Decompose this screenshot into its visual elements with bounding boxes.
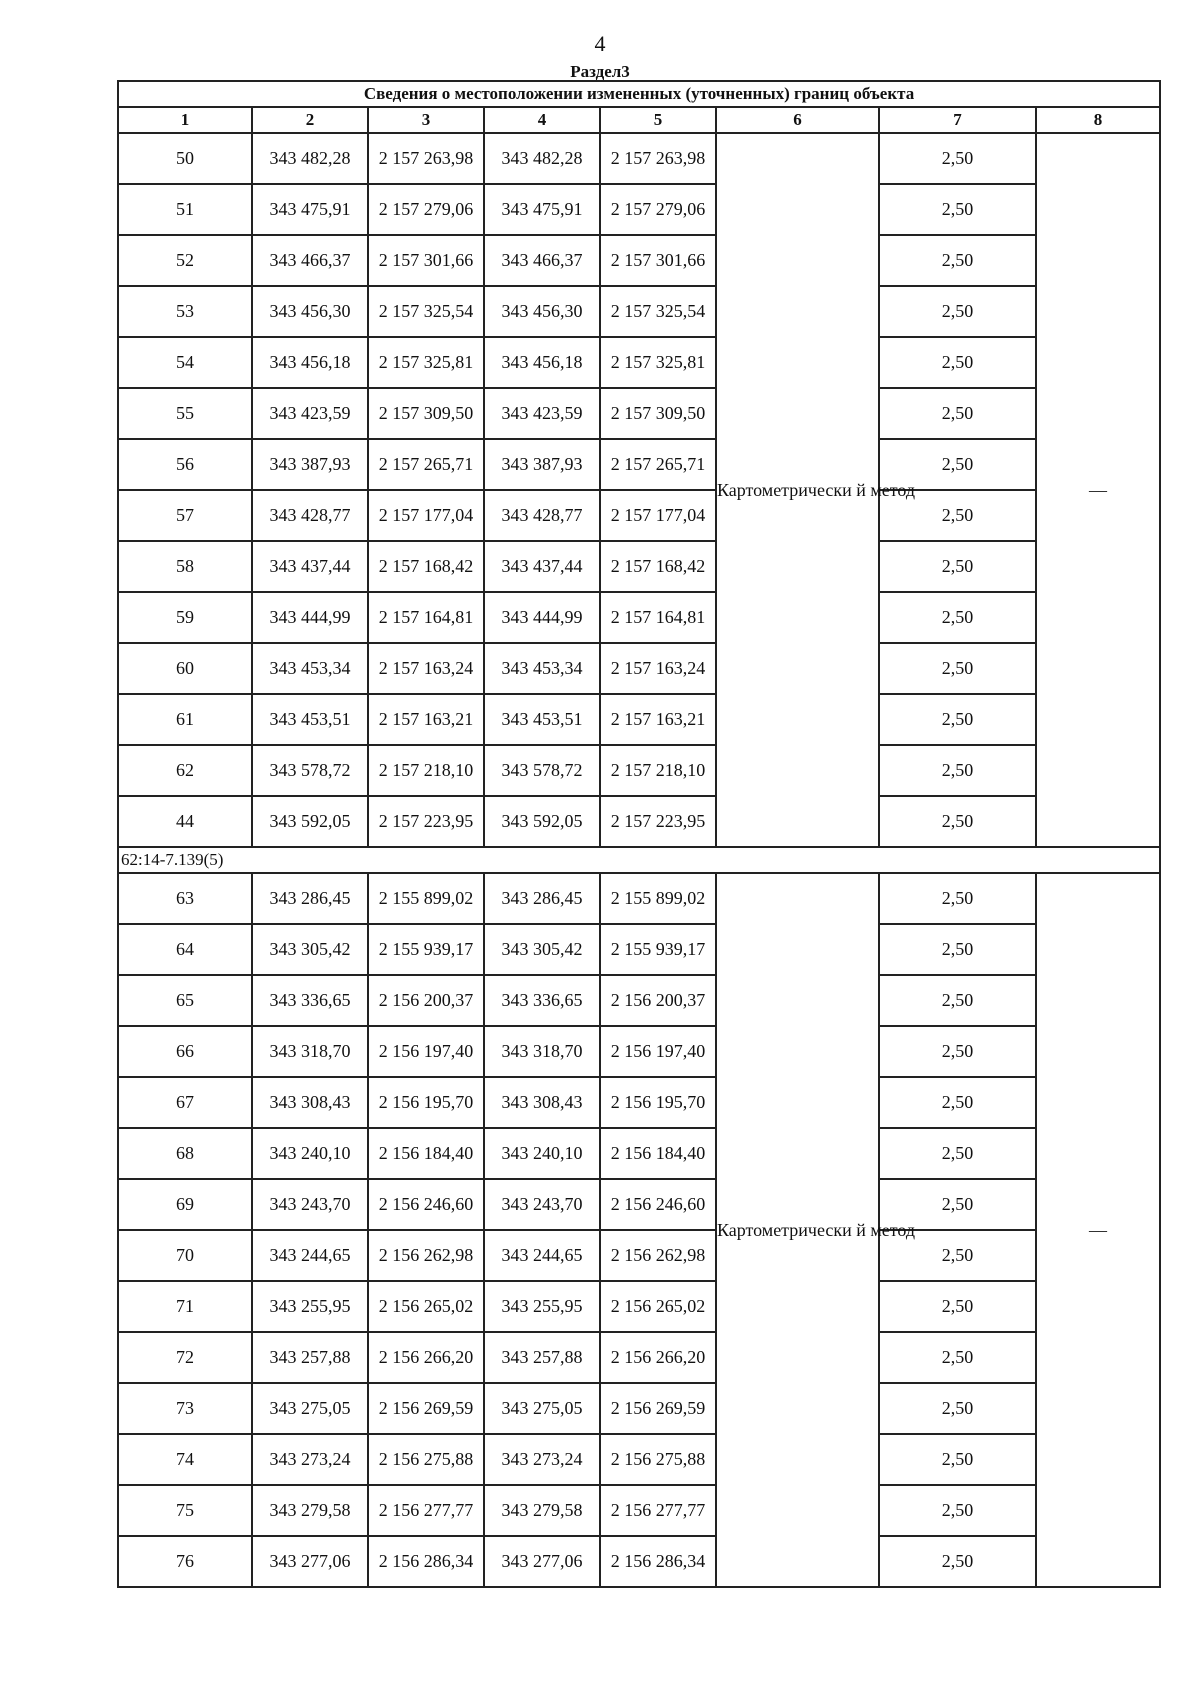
y-old-cell: 2 156 286,34: [368, 1536, 484, 1587]
x-old-cell: 343 437,44: [252, 541, 368, 592]
x-old-cell: 343 275,05: [252, 1383, 368, 1434]
point-number-cell: 59: [118, 592, 252, 643]
y-old-cell: 2 157 223,95: [368, 796, 484, 847]
section-label: Раздел3: [570, 62, 630, 81]
x-old-cell: 343 277,06: [252, 1536, 368, 1587]
point-number-cell: 53: [118, 286, 252, 337]
x-new-cell: 343 578,72: [484, 745, 600, 796]
x-new-cell: 343 308,43: [484, 1077, 600, 1128]
accuracy-cell: 2,50: [879, 1485, 1036, 1536]
y-new-cell: 2 157 163,24: [600, 643, 716, 694]
point-number-cell: 75: [118, 1485, 252, 1536]
accuracy-cell: 2,50: [879, 1434, 1036, 1485]
point-number-cell: 62: [118, 745, 252, 796]
x-new-cell: 343 318,70: [484, 1026, 600, 1077]
table-row: [118, 439, 1160, 490]
accuracy-cell: 2,50: [879, 1536, 1036, 1587]
x-old-cell: 343 423,59: [252, 388, 368, 439]
table-row: [118, 796, 1160, 847]
y-old-cell: 2 157 163,24: [368, 643, 484, 694]
accuracy-cell: 2,50: [879, 1230, 1036, 1281]
table-row: [118, 1536, 1160, 1587]
y-old-cell: 2 157 301,66: [368, 235, 484, 286]
table-row: [118, 490, 1160, 541]
x-new-cell: 343 475,91: [484, 184, 600, 235]
y-new-cell: 2 157 279,06: [600, 184, 716, 235]
x-new-cell: 343 456,18: [484, 337, 600, 388]
accuracy-cell: 2,50: [879, 184, 1036, 235]
y-old-cell: 2 157 168,42: [368, 541, 484, 592]
y-new-cell: 2 156 286,34: [600, 1536, 716, 1587]
x-old-cell: 343 482,28: [252, 133, 368, 184]
table-row: [118, 1383, 1160, 1434]
x-new-cell: 343 279,58: [484, 1485, 600, 1536]
accuracy-cell: 2,50: [879, 541, 1036, 592]
y-old-cell: 2 156 197,40: [368, 1026, 484, 1077]
x-old-cell: 343 257,88: [252, 1332, 368, 1383]
x-old-cell: 343 243,70: [252, 1179, 368, 1230]
point-number-cell: 64: [118, 924, 252, 975]
column-header-5: 5: [600, 107, 716, 133]
accuracy-cell: 2,50: [879, 694, 1036, 745]
y-old-cell: 2 157 163,21: [368, 694, 484, 745]
x-new-cell: 343 453,51: [484, 694, 600, 745]
point-number-cell: 71: [118, 1281, 252, 1332]
x-old-cell: 343 305,42: [252, 924, 368, 975]
point-number-cell: 58: [118, 541, 252, 592]
x-old-cell: 343 453,34: [252, 643, 368, 694]
y-old-cell: 2 157 263,98: [368, 133, 484, 184]
y-old-cell: 2 156 269,59: [368, 1383, 484, 1434]
x-new-cell: 343 240,10: [484, 1128, 600, 1179]
y-old-cell: 2 155 899,02: [368, 873, 484, 924]
table-row: [118, 133, 1160, 184]
y-new-cell: 2 156 197,40: [600, 1026, 716, 1077]
table-row: [118, 1281, 1160, 1332]
y-old-cell: 2 157 325,54: [368, 286, 484, 337]
y-old-cell: 2 156 195,70: [368, 1077, 484, 1128]
point-number-cell: 55: [118, 388, 252, 439]
point-number-cell: 69: [118, 1179, 252, 1230]
x-old-cell: 343 456,30: [252, 286, 368, 337]
accuracy-cell: 2,50: [879, 1128, 1036, 1179]
y-new-cell: 2 156 265,02: [600, 1281, 716, 1332]
accuracy-cell: 2,50: [879, 1383, 1036, 1434]
table-row: [118, 1332, 1160, 1383]
x-new-cell: 343 423,59: [484, 388, 600, 439]
accuracy-cell: 2,50: [879, 1179, 1036, 1230]
y-old-cell: 2 157 265,71: [368, 439, 484, 490]
note-cell: —: [1036, 133, 1160, 847]
x-old-cell: 343 592,05: [252, 796, 368, 847]
y-new-cell: 2 156 266,20: [600, 1332, 716, 1383]
table-row: [118, 1179, 1160, 1230]
point-number-cell: 70: [118, 1230, 252, 1281]
x-old-cell: 343 336,65: [252, 975, 368, 1026]
group-label: 62:14-7.139(5): [118, 847, 1160, 873]
y-old-cell: 2 155 939,17: [368, 924, 484, 975]
x-new-cell: 343 456,30: [484, 286, 600, 337]
column-header-4: 4: [484, 107, 600, 133]
accuracy-cell: 2,50: [879, 796, 1036, 847]
table-row: [118, 388, 1160, 439]
y-old-cell: 2 156 262,98: [368, 1230, 484, 1281]
x-old-cell: 343 318,70: [252, 1026, 368, 1077]
table-row: [118, 592, 1160, 643]
table-row: [118, 1026, 1160, 1077]
y-old-cell: 2 157 279,06: [368, 184, 484, 235]
x-new-cell: 343 277,06: [484, 1536, 600, 1587]
accuracy-cell: 2,50: [879, 490, 1036, 541]
accuracy-cell: 2,50: [879, 592, 1036, 643]
point-number-cell: 65: [118, 975, 252, 1026]
note-cell: —: [1036, 873, 1160, 1587]
x-new-cell: 343 428,77: [484, 490, 600, 541]
accuracy-cell: 2,50: [879, 873, 1036, 924]
coordinates-table: [117, 80, 1161, 1588]
table-row: [118, 1128, 1160, 1179]
point-number-cell: 63: [118, 873, 252, 924]
point-number-cell: 66: [118, 1026, 252, 1077]
accuracy-cell: 2,50: [879, 924, 1036, 975]
y-old-cell: 2 156 246,60: [368, 1179, 484, 1230]
y-old-cell: 2 156 200,37: [368, 975, 484, 1026]
column-header-6: 6: [716, 107, 879, 133]
accuracy-cell: 2,50: [879, 1332, 1036, 1383]
point-number-cell: 51: [118, 184, 252, 235]
point-number-cell: 72: [118, 1332, 252, 1383]
y-old-cell: 2 156 277,77: [368, 1485, 484, 1536]
accuracy-cell: 2,50: [879, 975, 1036, 1026]
y-old-cell: 2 157 177,04: [368, 490, 484, 541]
y-old-cell: 2 157 164,81: [368, 592, 484, 643]
accuracy-cell: 2,50: [879, 1281, 1036, 1332]
table-row: [118, 1077, 1160, 1128]
point-number-cell: 44: [118, 796, 252, 847]
point-number-cell: 50: [118, 133, 252, 184]
group-label-row: [118, 847, 1160, 873]
x-new-cell: 343 444,99: [484, 592, 600, 643]
x-new-cell: 343 336,65: [484, 975, 600, 1026]
x-old-cell: 343 279,58: [252, 1485, 368, 1536]
point-number-cell: 61: [118, 694, 252, 745]
y-new-cell: 2 157 265,71: [600, 439, 716, 490]
x-new-cell: 343 255,95: [484, 1281, 600, 1332]
table-row: [118, 1485, 1160, 1536]
y-new-cell: 2 156 262,98: [600, 1230, 716, 1281]
y-new-cell: 2 157 223,95: [600, 796, 716, 847]
page-number: 4: [594, 31, 606, 56]
y-new-cell: 2 155 939,17: [600, 924, 716, 975]
y-new-cell: 2 157 163,21: [600, 694, 716, 745]
y-new-cell: 2 156 277,77: [600, 1485, 716, 1536]
x-new-cell: 343 592,05: [484, 796, 600, 847]
x-old-cell: 343 244,65: [252, 1230, 368, 1281]
x-old-cell: 343 444,99: [252, 592, 368, 643]
point-number-cell: 76: [118, 1536, 252, 1587]
column-header-8: 8: [1036, 107, 1160, 133]
y-old-cell: 2 156 266,20: [368, 1332, 484, 1383]
table-title: Сведения о местоположении измененных (уточненных) границ объекта: [118, 81, 1160, 107]
accuracy-cell: 2,50: [879, 235, 1036, 286]
point-number-cell: 54: [118, 337, 252, 388]
accuracy-cell: 2,50: [879, 643, 1036, 694]
y-old-cell: 2 157 218,10: [368, 745, 484, 796]
x-new-cell: 343 437,44: [484, 541, 600, 592]
table-row: [118, 745, 1160, 796]
table-row: [118, 643, 1160, 694]
x-new-cell: 343 273,24: [484, 1434, 600, 1485]
point-number-cell: 73: [118, 1383, 252, 1434]
accuracy-cell: 2,50: [879, 337, 1036, 388]
table-row: [118, 694, 1160, 745]
table-row: [118, 184, 1160, 235]
y-old-cell: 2 156 184,40: [368, 1128, 484, 1179]
accuracy-cell: 2,50: [879, 439, 1036, 490]
accuracy-cell: 2,50: [879, 1026, 1036, 1077]
point-number-cell: 57: [118, 490, 252, 541]
y-old-cell: 2 156 265,02: [368, 1281, 484, 1332]
y-old-cell: 2 157 309,50: [368, 388, 484, 439]
column-header-7: 7: [879, 107, 1036, 133]
x-old-cell: 343 428,77: [252, 490, 368, 541]
x-new-cell: 343 275,05: [484, 1383, 600, 1434]
y-new-cell: 2 157 301,66: [600, 235, 716, 286]
y-new-cell: 2 157 164,81: [600, 592, 716, 643]
x-old-cell: 343 308,43: [252, 1077, 368, 1128]
y-new-cell: 2 157 263,98: [600, 133, 716, 184]
accuracy-cell: 2,50: [879, 745, 1036, 796]
column-header-3: 3: [368, 107, 484, 133]
x-old-cell: 343 475,91: [252, 184, 368, 235]
x-new-cell: 343 243,70: [484, 1179, 600, 1230]
x-new-cell: 343 466,37: [484, 235, 600, 286]
x-new-cell: 343 305,42: [484, 924, 600, 975]
table-row: [118, 975, 1160, 1026]
x-old-cell: 343 286,45: [252, 873, 368, 924]
x-new-cell: 343 387,93: [484, 439, 600, 490]
x-new-cell: 343 286,45: [484, 873, 600, 924]
y-new-cell: 2 157 325,54: [600, 286, 716, 337]
accuracy-cell: 2,50: [879, 1077, 1036, 1128]
table-row: [118, 235, 1160, 286]
y-new-cell: 2 156 184,40: [600, 1128, 716, 1179]
table-row: [118, 1230, 1160, 1281]
x-old-cell: 343 387,93: [252, 439, 368, 490]
x-new-cell: 343 453,34: [484, 643, 600, 694]
accuracy-cell: 2,50: [879, 286, 1036, 337]
method-cell: Картометрически й метод: [716, 133, 879, 847]
column-header-2: 2: [252, 107, 368, 133]
y-new-cell: 2 156 275,88: [600, 1434, 716, 1485]
x-new-cell: 343 257,88: [484, 1332, 600, 1383]
y-old-cell: 2 157 325,81: [368, 337, 484, 388]
y-new-cell: 2 156 246,60: [600, 1179, 716, 1230]
y-new-cell: 2 157 168,42: [600, 541, 716, 592]
point-number-cell: 56: [118, 439, 252, 490]
table-row: [118, 1434, 1160, 1485]
x-old-cell: 343 240,10: [252, 1128, 368, 1179]
x-old-cell: 343 578,72: [252, 745, 368, 796]
point-number-cell: 74: [118, 1434, 252, 1485]
x-old-cell: 343 456,18: [252, 337, 368, 388]
point-number-cell: 60: [118, 643, 252, 694]
table-row: [118, 541, 1160, 592]
y-new-cell: 2 157 325,81: [600, 337, 716, 388]
y-new-cell: 2 157 218,10: [600, 745, 716, 796]
point-number-cell: 67: [118, 1077, 252, 1128]
y-new-cell: 2 156 269,59: [600, 1383, 716, 1434]
accuracy-cell: 2,50: [879, 388, 1036, 439]
y-new-cell: 2 156 195,70: [600, 1077, 716, 1128]
x-old-cell: 343 466,37: [252, 235, 368, 286]
y-new-cell: 2 157 177,04: [600, 490, 716, 541]
accuracy-cell: 2,50: [879, 133, 1036, 184]
table-row: [118, 286, 1160, 337]
y-new-cell: 2 155 899,02: [600, 873, 716, 924]
method-cell: Картометрически й метод: [716, 873, 879, 1587]
table-row: [118, 337, 1160, 388]
point-number-cell: 68: [118, 1128, 252, 1179]
x-old-cell: 343 255,95: [252, 1281, 368, 1332]
x-old-cell: 343 273,24: [252, 1434, 368, 1485]
x-new-cell: 343 244,65: [484, 1230, 600, 1281]
table-row: [118, 924, 1160, 975]
y-old-cell: 2 156 275,88: [368, 1434, 484, 1485]
x-new-cell: 343 482,28: [484, 133, 600, 184]
x-old-cell: 343 453,51: [252, 694, 368, 745]
point-number-cell: 52: [118, 235, 252, 286]
column-header-1: 1: [118, 107, 252, 133]
y-new-cell: 2 156 200,37: [600, 975, 716, 1026]
table-row: [118, 873, 1160, 924]
y-new-cell: 2 157 309,50: [600, 388, 716, 439]
